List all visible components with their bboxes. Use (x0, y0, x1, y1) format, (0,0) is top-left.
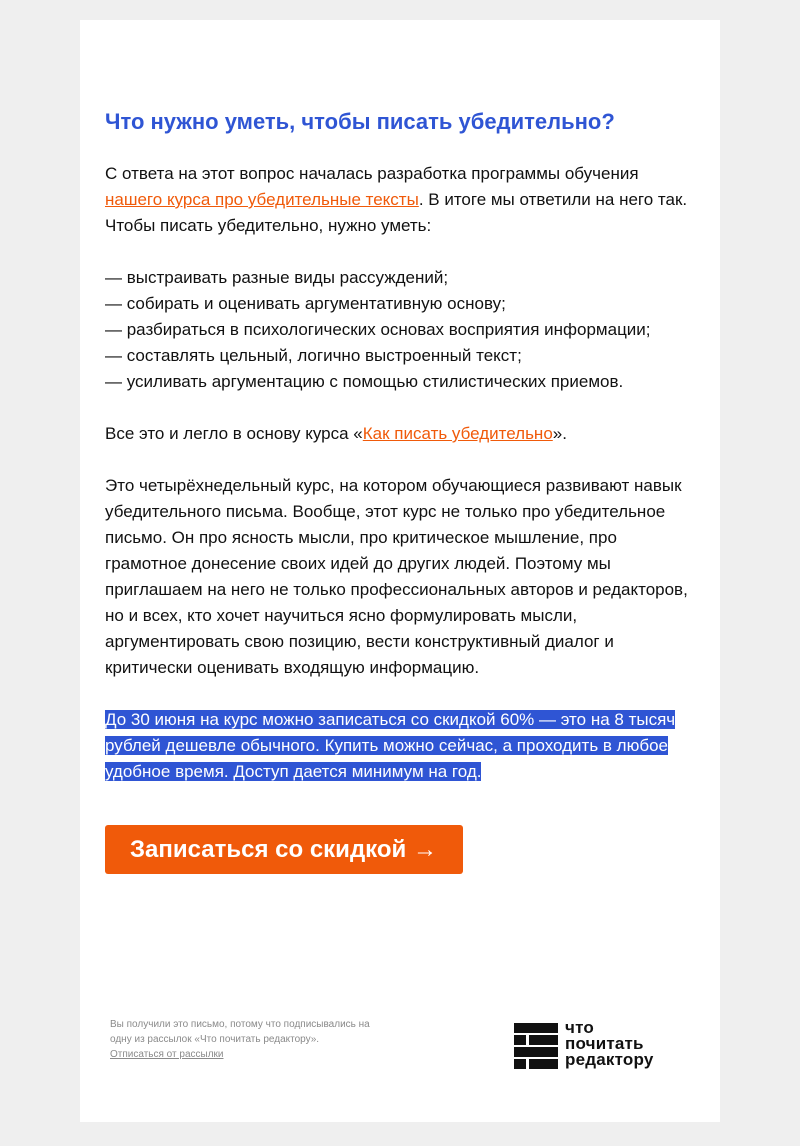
course-link[interactable]: нашего курса про убедительные тексты (105, 190, 419, 209)
offer-paragraph (105, 707, 695, 785)
intro-text-end: . В итоге мы ответили на него так. Чтобы писать убедительно, нужно уметь: (105, 190, 688, 235)
skill-item-5: — усиливать аргументацию с помощью стилистических приемов. (105, 372, 624, 391)
subscription-notice: Вы получили это письмо, потому что подписывались на одну из рассылок «Что почитать редактору». (110, 1019, 370, 1045)
offer-highlight: До 30 июня на курс можно записаться со скидкой 60% — это на 8 тысяч рублей дешевле обычного. Купить можно сейчас, а проходить в любое удобное время. Доступ дается минимум на год. (105, 710, 676, 781)
basis-text: Все это и легло в основу курса « (105, 424, 363, 443)
logo-wordmark (565, 1020, 654, 1068)
skill-item-2: — собирать и оценивать аргументативную основу; (105, 294, 506, 313)
email-card (80, 20, 720, 1122)
logo-line-2: почитать (565, 1034, 644, 1053)
intro-text: С ответа на этот вопрос началась разработка программы обучения (105, 164, 639, 183)
course-title-link[interactable]: Как писать убедительно (362, 424, 553, 443)
logo-mark-icon (514, 1023, 558, 1070)
description-paragraph: Это четырёхнедельный курс, на котором обучающиеся развивают навык убедительного письма. Вообще, этот курс не только про убедительное письмо. Он про ясность мысли, про критическое мышление, про грамотное донесение своих идей до других людей. Поэтому мы приглашаем на него не только профессиональных авторов и редакторов, но и всех, кто хочет научиться ясно формулировать мысли, аргументировать свою позицию, вести конструктивный диалог и критически оценивать входящую информацию. (105, 476, 688, 677)
footer-notice (110, 1017, 390, 1062)
skill-item-3: — разбираться в психологических основах восприятия информации; (105, 320, 651, 339)
skill-item-4: — составлять цельный, логично выстроенный текст; (105, 346, 522, 365)
basis-text-end: ». (552, 424, 567, 443)
enroll-discount-button[interactable]: Записаться со скидкой → (105, 825, 463, 874)
intro-paragraph (105, 161, 695, 239)
basis-paragraph (105, 421, 695, 447)
email-body (105, 108, 695, 874)
logo-line-1: что (565, 1018, 594, 1037)
logo-line-3: редактору (565, 1050, 654, 1069)
unsubscribe-link[interactable]: Отписаться от рассылки (110, 1049, 224, 1060)
brand-logo[interactable] (514, 1020, 694, 1072)
article-title: Что нужно уметь, чтобы писать убедительно? (105, 109, 615, 134)
skill-item-1: — выстраивать разные виды рассуждений; (105, 268, 449, 287)
